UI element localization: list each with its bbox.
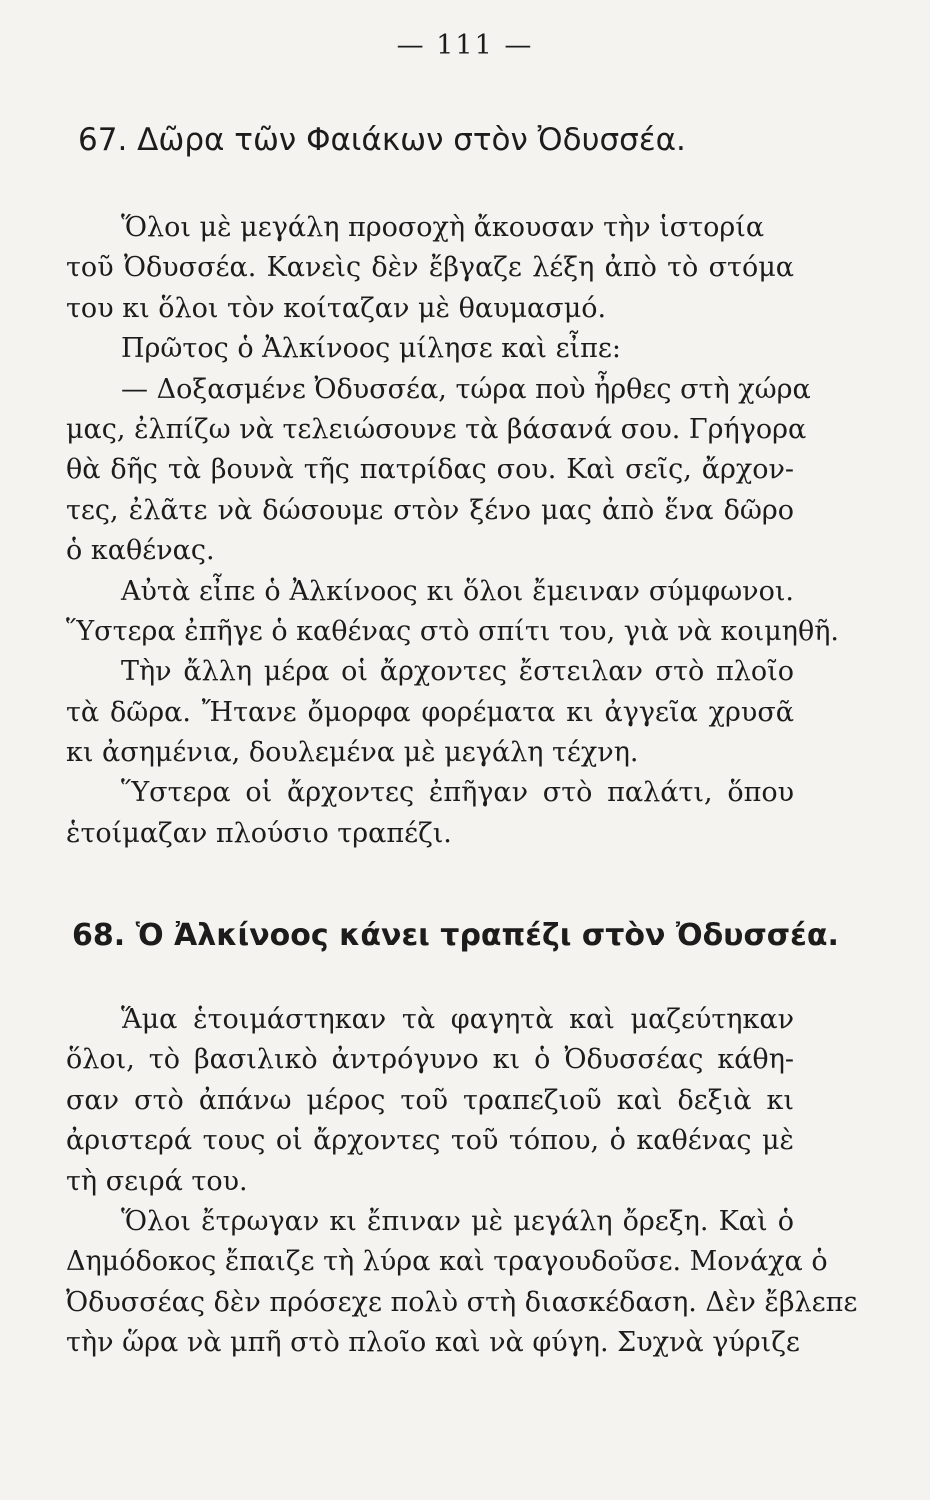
- text-line: τὴν ὥρα νὰ μπῆ στὸ πλοῖο καὶ νὰ φύγη. Συχνὰ γύριζε: [66, 1327, 800, 1359]
- text-line: Ἅμα ἑτοιμάστηκαν τὰ φαγητὰ καὶ μαζεύτηκαν: [121, 1004, 794, 1035]
- page-number: — 111 —: [396, 30, 534, 61]
- text-line: ἑτοίμαζαν πλούσιο τραπέζι.: [66, 817, 452, 849]
- text-line: μας, ἐλπίζω νὰ τελειώσουνε τὰ βάσανά σου. Γρήγορα: [66, 413, 807, 445]
- text-line: Τὴν ἄλλη μέρα οἱ ἄρχοντες ἔστειλαν στὸ πλοῖο: [121, 656, 794, 688]
- text-line: ὅλοι, τὸ βασιλικὸ ἀντρόγυνο κι ὁ Ὀδυσσέας κάθη-: [66, 1044, 794, 1076]
- text-line: Ὅλοι ἔτρωγαν κι ἔπιναν μὲ μεγάλη ὄρεξη. Καὶ ὁ: [121, 1205, 794, 1237]
- text-line: του κι ὅλοι τὸν κοίταζαν μὲ θαυμασμό.: [66, 292, 607, 324]
- text-line: τὴ σειρά του.: [66, 1165, 248, 1197]
- text-line: κι ἀσημένια, δουλεμένα μὲ μεγάλη τέχνη.: [66, 737, 639, 769]
- text-line: Ὀδυσσέας δὲν πρόσεχε πολὺ στὴ διασκέδαση. Δὲν ἔβλεπε: [66, 1286, 858, 1318]
- text-line: ἀριστερά τους οἱ ἄρχοντες τοῦ τόπου, ὁ καθένας μὲ: [66, 1125, 794, 1157]
- text-line: — Δοξασμένε Ὀδυσσέα, τώρα ποὺ ἦρθες στὴ χώρα: [121, 373, 811, 405]
- section-68-body: [66, 1000, 858, 1364]
- section-heading-68: 68. Ὁ Ἀλκίνοος κάνει τραπέζι στὸν Ὀδυσσέα.: [72, 918, 839, 953]
- text-line: Δημόδοκος ἔπαιζε τὴ λύρα καὶ τραγουδοῦσε. Μονάχα ὁ: [66, 1246, 828, 1278]
- text-line: Ὕστερα ἐπῆγε ὁ καθένας στὸ σπίτι του, γιὰ νὰ κοιμηθῆ.: [66, 615, 839, 647]
- text-line: τες, ἐλᾶτε νὰ δώσουμε στὸν ξένο μας ἀπὸ ἕνα δῶρο: [66, 494, 794, 526]
- text-line: τοῦ Ὀδυσσέα. Κανεὶς δὲν ἔβγαζε λέξη ἀπὸ τὸ στόμα: [66, 252, 794, 284]
- section-67-body: [66, 208, 839, 854]
- text-line: Πρῶτος ὁ Ἀλκίνοος μίλησε καὶ εἶπε:: [121, 333, 621, 365]
- text-line: σαν στὸ ἀπάνω μέρος τοῦ τραπεζιοῦ καὶ δεξιὰ κι: [66, 1084, 794, 1116]
- text-line: ὁ καθένας.: [66, 535, 215, 567]
- section-heading-67: 67. Δῶρα τῶν Φαιάκων στὸν Ὀδυσσέα.: [78, 122, 686, 158]
- text-line: θὰ δῆς τὰ βουνὰ τῆς πατρίδας σου. Καὶ σεῖς, ἄρχον-: [66, 454, 794, 486]
- text-line: Ὕστερα οἱ ἄρχοντες ἐπῆγαν στὸ παλάτι, ὅπου: [121, 777, 794, 809]
- text-line: Ὅλοι μὲ μεγάλη προσοχὴ ἄκουσαν τὴν ἱστορία: [121, 212, 765, 243]
- text-line: τὰ δῶρα. Ἤτανε ὄμορφα φορέματα κι ἀγγεῖα χρυσᾶ: [66, 696, 794, 728]
- text-line: Αὐτὰ εἶπε ὁ Ἀλκίνοος κι ὅλοι ἔμειναν σύμφωνοι.: [121, 575, 794, 607]
